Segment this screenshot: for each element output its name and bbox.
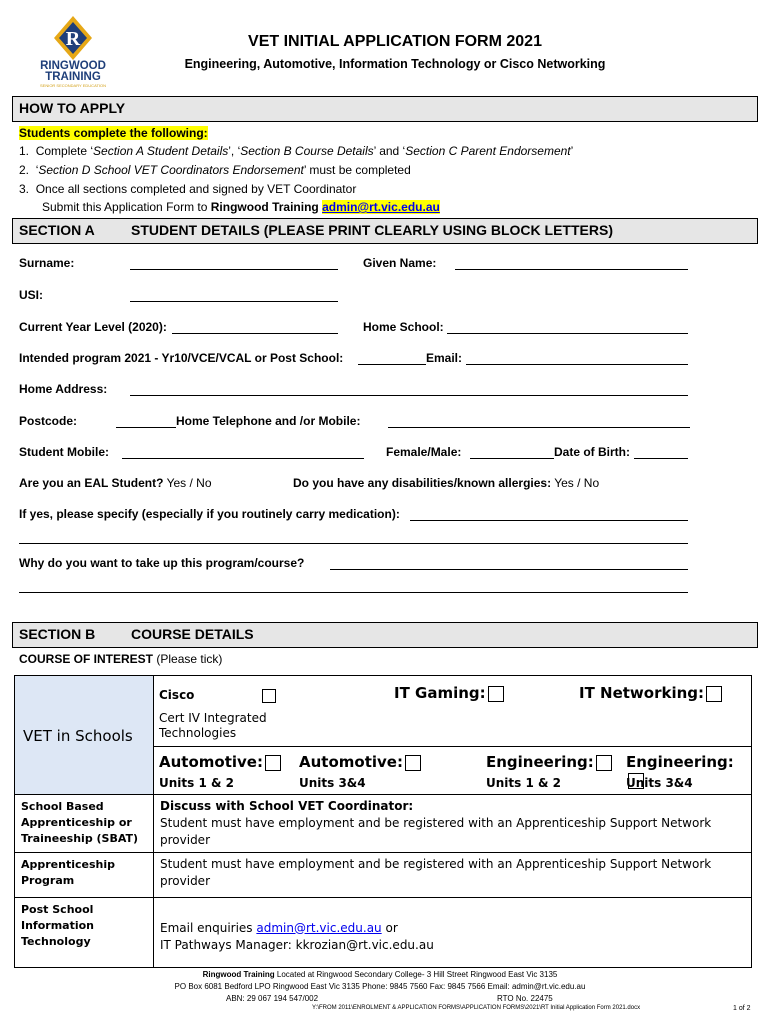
form-title: VET INITIAL APPLICATION FORM 2021 xyxy=(248,33,542,50)
ringwood-training-logo xyxy=(32,14,114,88)
student-mobile-label: Student Mobile: xyxy=(19,445,109,459)
automotive-2-checkbox[interactable] xyxy=(405,755,421,771)
apprenticeship-label: Apprenticeship Program xyxy=(15,853,154,898)
row-divider xyxy=(154,746,751,747)
year-level-label: Current Year Level (2020): xyxy=(19,320,167,334)
post-school-label: Post School Information Technology xyxy=(15,898,154,968)
footer-file-path: Y:\FROM 2011\ENROLMENT & APPLICATION FORMS\APPLICATION FORMS\2021\RT Initial Application Form 2021.docx xyxy=(312,1005,641,1011)
surname-label: Surname: xyxy=(19,256,75,270)
sbat-text: Student must have employment and be registered with an Apprenticeship Support Network provider xyxy=(160,816,712,847)
it-gaming-option[interactable]: IT Gaming: xyxy=(394,684,504,702)
course-of-interest: COURSE OF INTEREST (Please tick) xyxy=(19,652,223,666)
specify-field[interactable] xyxy=(410,520,688,521)
svg-text:R: R xyxy=(65,28,81,50)
email-label: Email: xyxy=(426,351,463,365)
it-networking-checkbox[interactable] xyxy=(706,686,722,702)
logo-tagline: SENIOR SECONDARY EDUCATION xyxy=(39,83,106,88)
intended-program-field[interactable] xyxy=(358,364,426,365)
usi-field[interactable] xyxy=(130,301,338,302)
surname-field[interactable] xyxy=(130,269,338,270)
engineering-2-units: Units 3&4 xyxy=(626,776,693,790)
home-phone-label: Home Telephone and /or Mobile: xyxy=(176,414,361,428)
automotive-2-units: Units 3&4 xyxy=(299,776,366,790)
section-a-band xyxy=(12,218,758,244)
section-a-title: STUDENT DETAILS (PLEASE PRINT CLEARLY USING BLOCK LETTERS) xyxy=(131,222,613,238)
apprenticeship-text: Student must have employment and be registered with an Apprenticeship Support Network provider xyxy=(154,853,752,898)
cisco-option[interactable]: Cisco xyxy=(159,688,276,703)
postcode-label: Postcode: xyxy=(19,414,78,428)
section-a-label: SECTION A xyxy=(19,222,95,238)
logo-line-2: TRAINING xyxy=(45,71,101,83)
disabilities-question: Do you have any disabilities/known allergies: Yes / No xyxy=(293,476,600,490)
sbat-cell xyxy=(154,795,752,853)
female-male-field[interactable] xyxy=(470,458,554,459)
engineering-1-units: Units 1 & 2 xyxy=(486,776,561,790)
logo-line-1: RINGWOOD xyxy=(40,60,106,72)
why-label: Why do you want to take up this program/course? xyxy=(19,556,305,570)
specify-label: If yes, please specify (especially if you routinely carry medication): xyxy=(19,507,400,521)
dob-field[interactable] xyxy=(634,458,688,459)
home-address-label: Home Address: xyxy=(19,382,108,396)
post-school-cell: Email enquiries admin@rt.vic.edu.au or IT Pathways Manager: kkrozian@rt.vic.edu.au xyxy=(154,898,752,968)
it-pathways-manager: IT Pathways Manager: kkrozian@rt.vic.edu.au xyxy=(160,937,434,952)
email-field[interactable] xyxy=(466,364,688,365)
vet-options-cell xyxy=(154,676,752,795)
specify-field-line-2[interactable] xyxy=(19,543,688,544)
automotive-1-units: Units 1 & 2 xyxy=(159,776,234,790)
engineering-1-option[interactable]: Engineering: xyxy=(486,753,612,771)
usi-label: USI: xyxy=(19,288,43,302)
disabilities-options[interactable]: Yes / No xyxy=(554,476,600,490)
automotive-2-option[interactable]: Automotive: xyxy=(299,753,421,771)
it-networking-option[interactable]: IT Networking: xyxy=(579,684,722,702)
how-to-apply-band xyxy=(12,96,758,122)
footer-page-number: 1 of 2 xyxy=(733,1005,751,1012)
given-name-label: Given Name: xyxy=(363,256,437,270)
vet-in-schools-label: VET in Schools xyxy=(23,726,133,745)
postcode-field[interactable] xyxy=(116,427,176,428)
section-b-band xyxy=(12,622,758,648)
home-school-label: Home School: xyxy=(363,320,444,334)
dob-label: Date of Birth: xyxy=(554,445,630,459)
automotive-1-checkbox[interactable] xyxy=(265,755,281,771)
home-phone-field[interactable] xyxy=(388,427,690,428)
eal-question: Are you an EAL Student? Yes / No xyxy=(19,476,212,490)
submit-instruction: Submit this Application Form to Ringwood Training admin@rt.vic.edu.au xyxy=(42,200,440,214)
why-field[interactable] xyxy=(330,569,688,570)
intended-program-label: Intended program 2021 - Yr10/VCE/VCAL or Post School: xyxy=(19,351,344,365)
section-b-title: COURSE DETAILS xyxy=(131,626,254,642)
footer-line-2: PO Box 6081 Bedford LPO Ringwood East Vic 3135 Phone: 9845 7560 Fax: 9845 7566 Email: admin@rt.vic.edu.au xyxy=(174,982,586,991)
submit-email-link[interactable]: admin@rt.vic.edu.au xyxy=(322,200,440,214)
how-to-apply-intro: Students complete the following: xyxy=(19,126,208,140)
post-school-email-link[interactable]: admin@rt.vic.edu.au xyxy=(256,920,382,935)
eal-options[interactable]: Yes / No xyxy=(166,476,212,490)
given-name-field[interactable] xyxy=(455,269,688,270)
footer-abn: ABN: 29 067 194 547/002 xyxy=(226,994,319,1003)
form-subtitle: Engineering, Automotive, Information Technology or Cisco Networking xyxy=(184,57,606,71)
step-1: 1. Complete ‘Section A Student Details’, ‘Section B Course Details’ and ‘Section C Parent Endorsement’ xyxy=(19,144,574,158)
sbat-label: School Based Apprenticeship or Traineeship (SBAT) xyxy=(15,795,154,853)
footer-line-1: Ringwood Training Located at Ringwood Secondary College- 3 Hill Street Ringwood East Vic 3135 xyxy=(202,970,558,979)
footer-rto: RTO No. 22475 xyxy=(497,994,553,1003)
student-mobile-field[interactable] xyxy=(122,458,364,459)
cisco-sub-label: Cert IV Integrated Technologies xyxy=(159,711,267,740)
logo-emblem-icon xyxy=(32,14,114,62)
vet-in-schools-cell xyxy=(15,676,154,795)
automotive-1-option[interactable]: Automotive: xyxy=(159,753,281,771)
step-3: 3. Once all sections completed and signed by VET Coordinator xyxy=(19,182,357,196)
sbat-heading: Discuss with School VET Coordinator: xyxy=(160,799,414,813)
home-address-field[interactable] xyxy=(130,395,688,396)
course-table xyxy=(14,675,752,968)
engineering-2-option[interactable]: Engineering: xyxy=(626,753,751,789)
how-to-apply-heading: HOW TO APPLY xyxy=(19,100,126,116)
female-male-label: Female/Male: xyxy=(386,445,462,459)
cisco-checkbox[interactable] xyxy=(262,689,276,703)
home-school-field[interactable] xyxy=(447,333,688,334)
step-2: 2. ‘Section D School VET Coordinators Endorsement’ must be completed xyxy=(19,163,411,177)
year-level-field[interactable] xyxy=(172,333,338,334)
why-field-line-2[interactable] xyxy=(19,592,688,593)
it-gaming-checkbox[interactable] xyxy=(488,686,504,702)
engineering-1-checkbox[interactable] xyxy=(596,755,612,771)
section-b-label: SECTION B xyxy=(19,626,96,642)
